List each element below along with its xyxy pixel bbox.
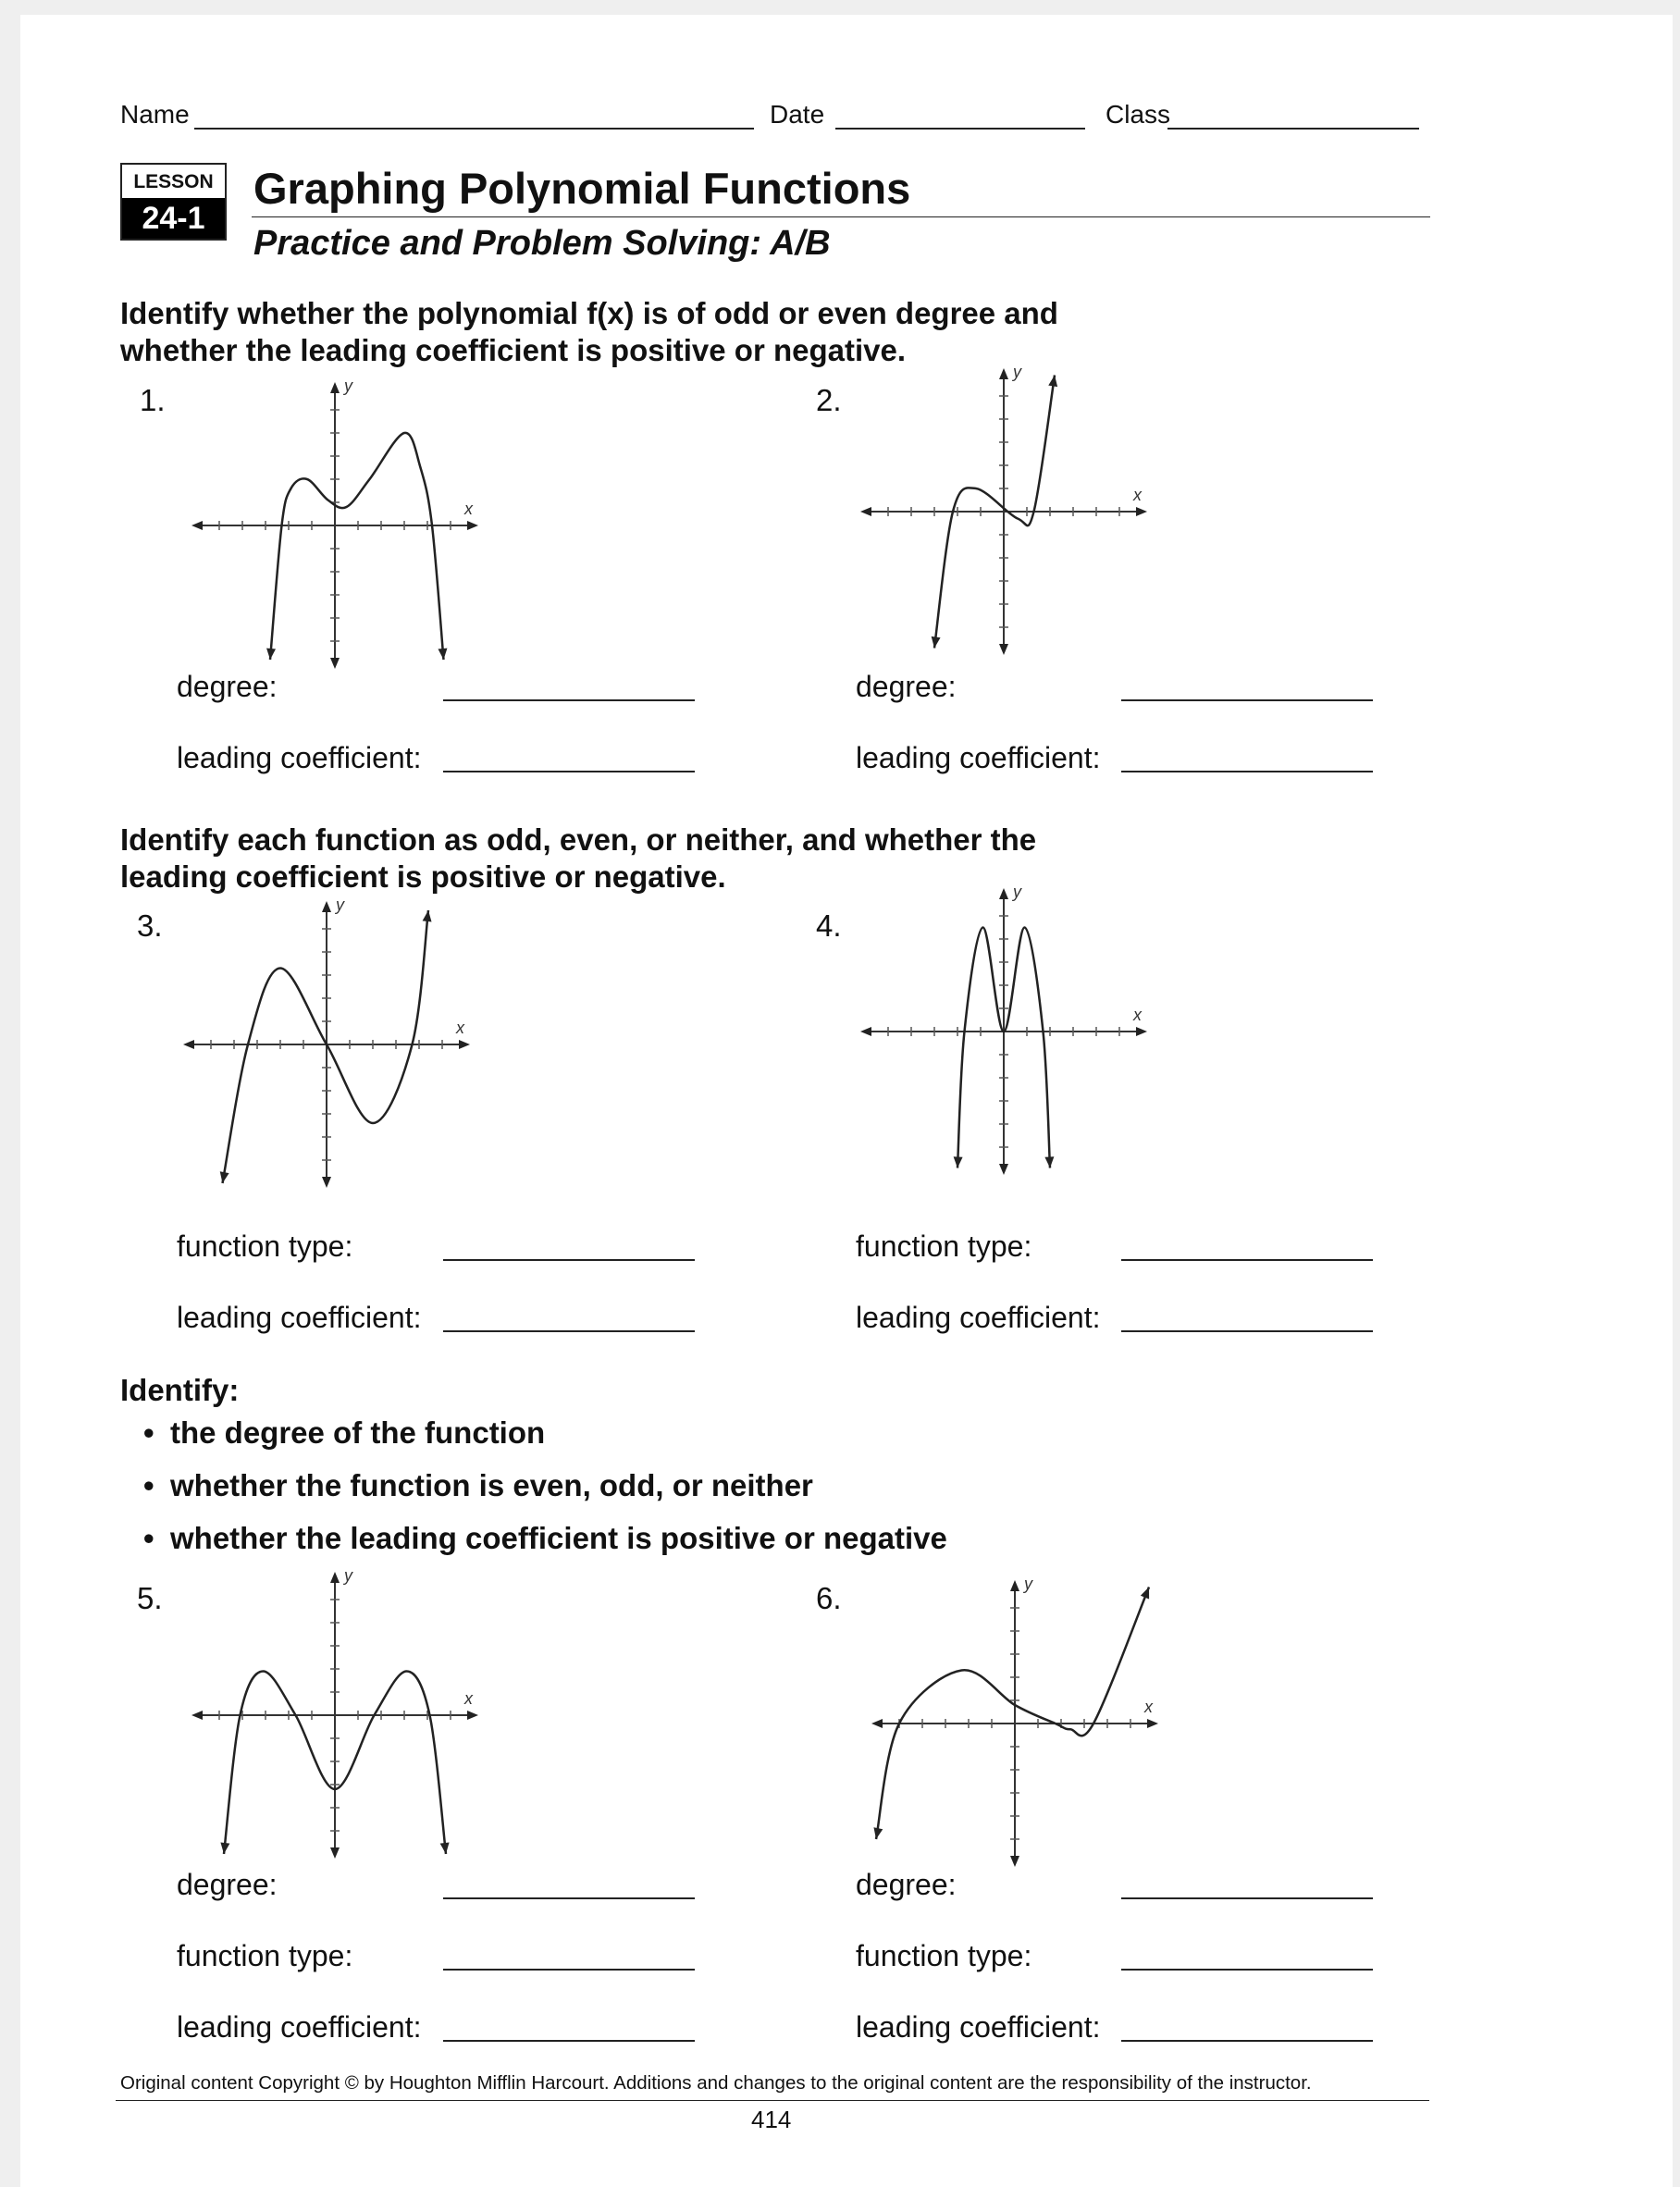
leading-label: leading coefficient: (856, 741, 1101, 774)
curve-arrow-icon (1141, 1588, 1149, 1600)
x-axis-label: x (1133, 486, 1142, 504)
x-axis-label: x (464, 1689, 473, 1708)
leading-answer-field[interactable] (1121, 771, 1373, 772)
curve-arrow-icon (873, 1827, 883, 1839)
y-arrow-icon (322, 1177, 331, 1188)
degree-label: degree: (856, 670, 957, 703)
problem-number: 2. (816, 383, 842, 417)
x-arrow-icon (191, 521, 203, 530)
y-arrow-icon (999, 1164, 1008, 1175)
leading-answer-field[interactable] (443, 1330, 695, 1332)
leading-answer-field[interactable] (443, 2040, 695, 2042)
bullet-2: whether the function is even, odd, or neither (170, 1468, 813, 1502)
function-type-label: function type: (177, 1939, 353, 1972)
function-type-label: function type: (177, 1229, 353, 1263)
y-axis-label: y (1013, 883, 1021, 901)
lesson-badge (120, 163, 227, 241)
x-arrow-icon (459, 1040, 470, 1049)
leading-label: leading coefficient: (856, 2010, 1101, 2044)
x-arrow-icon (860, 507, 871, 516)
page-subtitle: Practice and Problem Solving: A/B (253, 224, 831, 263)
x-axis-label: x (1144, 1698, 1153, 1716)
y-arrow-icon (330, 382, 340, 393)
polynomial-graph-5 (168, 1549, 501, 1882)
x-arrow-icon (871, 1719, 883, 1728)
problem-number: 4. (816, 908, 842, 943)
bullet-dot: • (143, 1521, 154, 1555)
polynomial-curve (270, 433, 444, 660)
page-title: Graphing Polynomial Functions (253, 164, 911, 213)
x-arrow-icon (860, 1027, 871, 1036)
x-axis-label: x (1133, 1006, 1142, 1024)
degree-answer-field[interactable] (1121, 1897, 1373, 1899)
problem-number: 6. (816, 1581, 842, 1615)
x-axis-label: x (464, 500, 473, 518)
date-field[interactable] (835, 128, 1085, 130)
y-arrow-icon (1010, 1856, 1019, 1867)
polynomial-graph-1 (168, 359, 501, 692)
instruction-1-line2: whether the leading coefficient is positive or negative. (120, 333, 907, 367)
bullet-1: the degree of the function (170, 1415, 546, 1450)
degree-label: degree: (177, 670, 278, 703)
class-label: Class (1106, 100, 1171, 129)
x-arrow-icon (467, 521, 478, 530)
class-field[interactable] (1167, 128, 1419, 130)
problem-number: 3. (137, 908, 163, 943)
x-arrow-icon (467, 1711, 478, 1720)
function-type-answer-field[interactable] (1121, 1259, 1373, 1261)
leading-label: leading coefficient: (177, 1301, 422, 1334)
function-type-answer-field[interactable] (443, 1259, 695, 1261)
bullet-3: whether the leading coefficient is positive or negative (170, 1521, 947, 1555)
y-arrow-icon (999, 644, 1008, 655)
function-type-answer-field[interactable] (443, 1969, 695, 1971)
instruction-2-line1: Identify each function as odd, even, or neither, and whether the (120, 822, 1037, 857)
y-arrow-icon (330, 1572, 340, 1583)
y-axis-label: y (344, 377, 352, 395)
x-arrow-icon (191, 1711, 203, 1720)
x-arrow-icon (1136, 507, 1147, 516)
lesson-label: LESSON (133, 171, 214, 192)
lesson-number: 24-1 (122, 198, 225, 239)
curve-arrow-icon (932, 636, 941, 649)
function-type-label: function type: (856, 1939, 1032, 1972)
polynomial-graph-4 (837, 865, 1170, 1198)
curve-arrow-icon (1044, 1156, 1054, 1168)
instruction-2-line2: leading coefficient is positive or negative. (120, 859, 726, 894)
y-axis-label: y (1013, 363, 1021, 381)
polynomial-graph-6 (848, 1557, 1181, 1890)
name-field[interactable] (194, 128, 754, 130)
y-arrow-icon (999, 888, 1008, 899)
date-label: Date (770, 100, 825, 129)
function-type-label: function type: (856, 1229, 1032, 1263)
polynomial-graph-2 (837, 345, 1170, 678)
y-arrow-icon (330, 658, 340, 669)
polynomial-graph-3 (160, 878, 493, 1211)
problem-number: 1. (140, 383, 166, 417)
x-arrow-icon (183, 1040, 194, 1049)
polynomial-curve (876, 1588, 1149, 1840)
x-arrow-icon (1136, 1027, 1147, 1036)
leading-answer-field[interactable] (443, 771, 695, 772)
degree-label: degree: (177, 1868, 278, 1901)
page-number: 414 (751, 2106, 792, 2133)
bullet-dot: • (143, 1415, 154, 1450)
y-arrow-icon (999, 368, 1008, 379)
instruction-1-line1: Identify whether the polynomial f(x) is of odd or even degree and (120, 296, 1058, 330)
degree-answer-field[interactable] (443, 1897, 695, 1899)
leading-answer-field[interactable] (1121, 2040, 1373, 2042)
problem-number: 5. (137, 1581, 163, 1615)
name-label: Name (120, 100, 190, 129)
curve-arrow-icon (220, 1171, 229, 1183)
copyright: Original content Copyright © by Houghton Mifflin Harcourt. Additions and changes to the original content are the responsibility of the instructor. (120, 2072, 1312, 2094)
y-axis-label: y (344, 1566, 352, 1585)
identify-heading: Identify: (120, 1373, 240, 1407)
leading-answer-field[interactable] (1121, 1330, 1373, 1332)
y-arrow-icon (330, 1847, 340, 1859)
degree-answer-field[interactable] (1121, 699, 1373, 701)
leading-label: leading coefficient: (177, 741, 422, 774)
y-axis-label: y (336, 896, 344, 914)
y-arrow-icon (322, 901, 331, 912)
x-axis-label: x (456, 1019, 464, 1037)
y-axis-label: y (1024, 1575, 1032, 1593)
title-rule (252, 216, 1430, 217)
degree-label: degree: (856, 1868, 957, 1901)
curve-arrow-icon (954, 1156, 963, 1168)
leading-label: leading coefficient: (177, 2010, 422, 2044)
bullet-dot: • (143, 1468, 154, 1502)
footer-rule (116, 2100, 1429, 2101)
function-type-answer-field[interactable] (1121, 1969, 1373, 1971)
curve-arrow-icon (1048, 376, 1057, 388)
y-arrow-icon (1010, 1580, 1019, 1591)
leading-label: leading coefficient: (856, 1301, 1101, 1334)
x-arrow-icon (1147, 1719, 1158, 1728)
degree-answer-field[interactable] (443, 699, 695, 701)
